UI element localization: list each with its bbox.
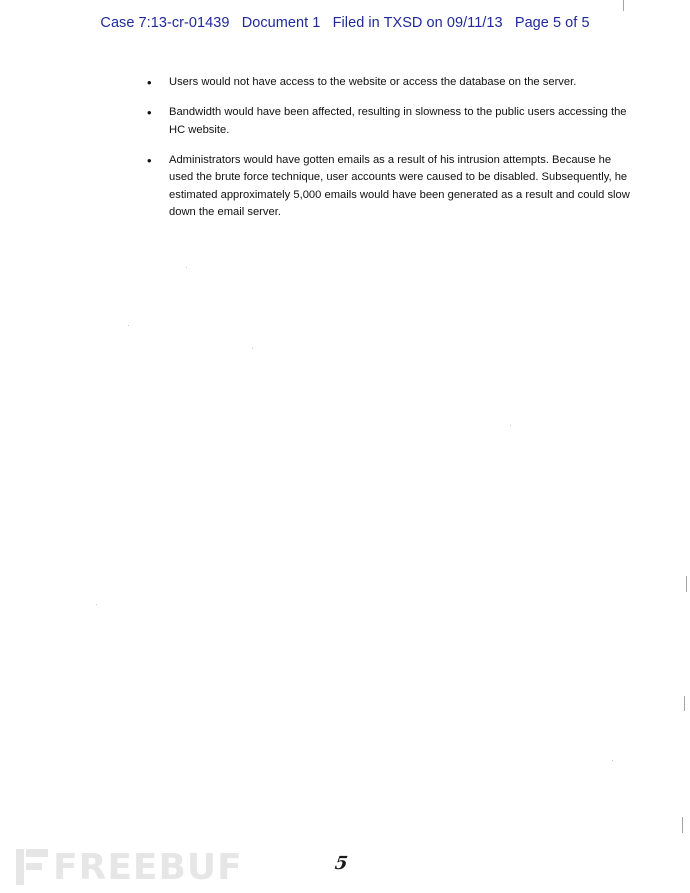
scan-artifact-line	[684, 696, 685, 711]
freebuf-logo-icon	[16, 847, 50, 887]
bullet-text: Administrators would have gotten emails as a result of his intrusion attempts. Because he used the brute force technique, user accounts were caused to be disabled. Subsequently, he estimated approximately 5,000 emails would have been generated as a result and could slow down the email server.	[169, 153, 630, 218]
bullet-text: Bandwidth would have been affected, resulting in slowness to the public users accessing the HC website.	[169, 106, 627, 136]
bullet-text: Users would not have access to the website or access the database on the server.	[169, 76, 577, 88]
bullet-item-bandwidth	[140, 104, 630, 139]
watermark-text: FREEBUF	[53, 846, 243, 888]
bullet-item-emails	[140, 152, 630, 222]
bullet-list	[140, 74, 630, 234]
bullet-dot-icon: •	[147, 152, 152, 168]
scan-speck	[96, 604, 97, 605]
scan-artifact-line	[623, 0, 624, 11]
bullet-dot-icon: •	[147, 105, 152, 120]
bullet-item-access	[140, 74, 630, 92]
scan-speck	[252, 348, 253, 349]
court-filing-header: Case 7:13-cr-01439 Document 1 Filed in TXSD on 09/11/13 Page 5 of 5	[100, 15, 590, 31]
handwritten-page-number: 5	[333, 853, 350, 874]
scan-artifact-line	[682, 817, 683, 833]
bullet-dot-icon: •	[147, 75, 152, 90]
scan-speck	[128, 325, 129, 326]
scan-artifact-line	[686, 576, 687, 592]
scan-speck	[612, 760, 613, 761]
scan-speck	[510, 425, 511, 426]
freebuf-watermark	[16, 847, 243, 887]
scan-speck	[186, 267, 187, 268]
